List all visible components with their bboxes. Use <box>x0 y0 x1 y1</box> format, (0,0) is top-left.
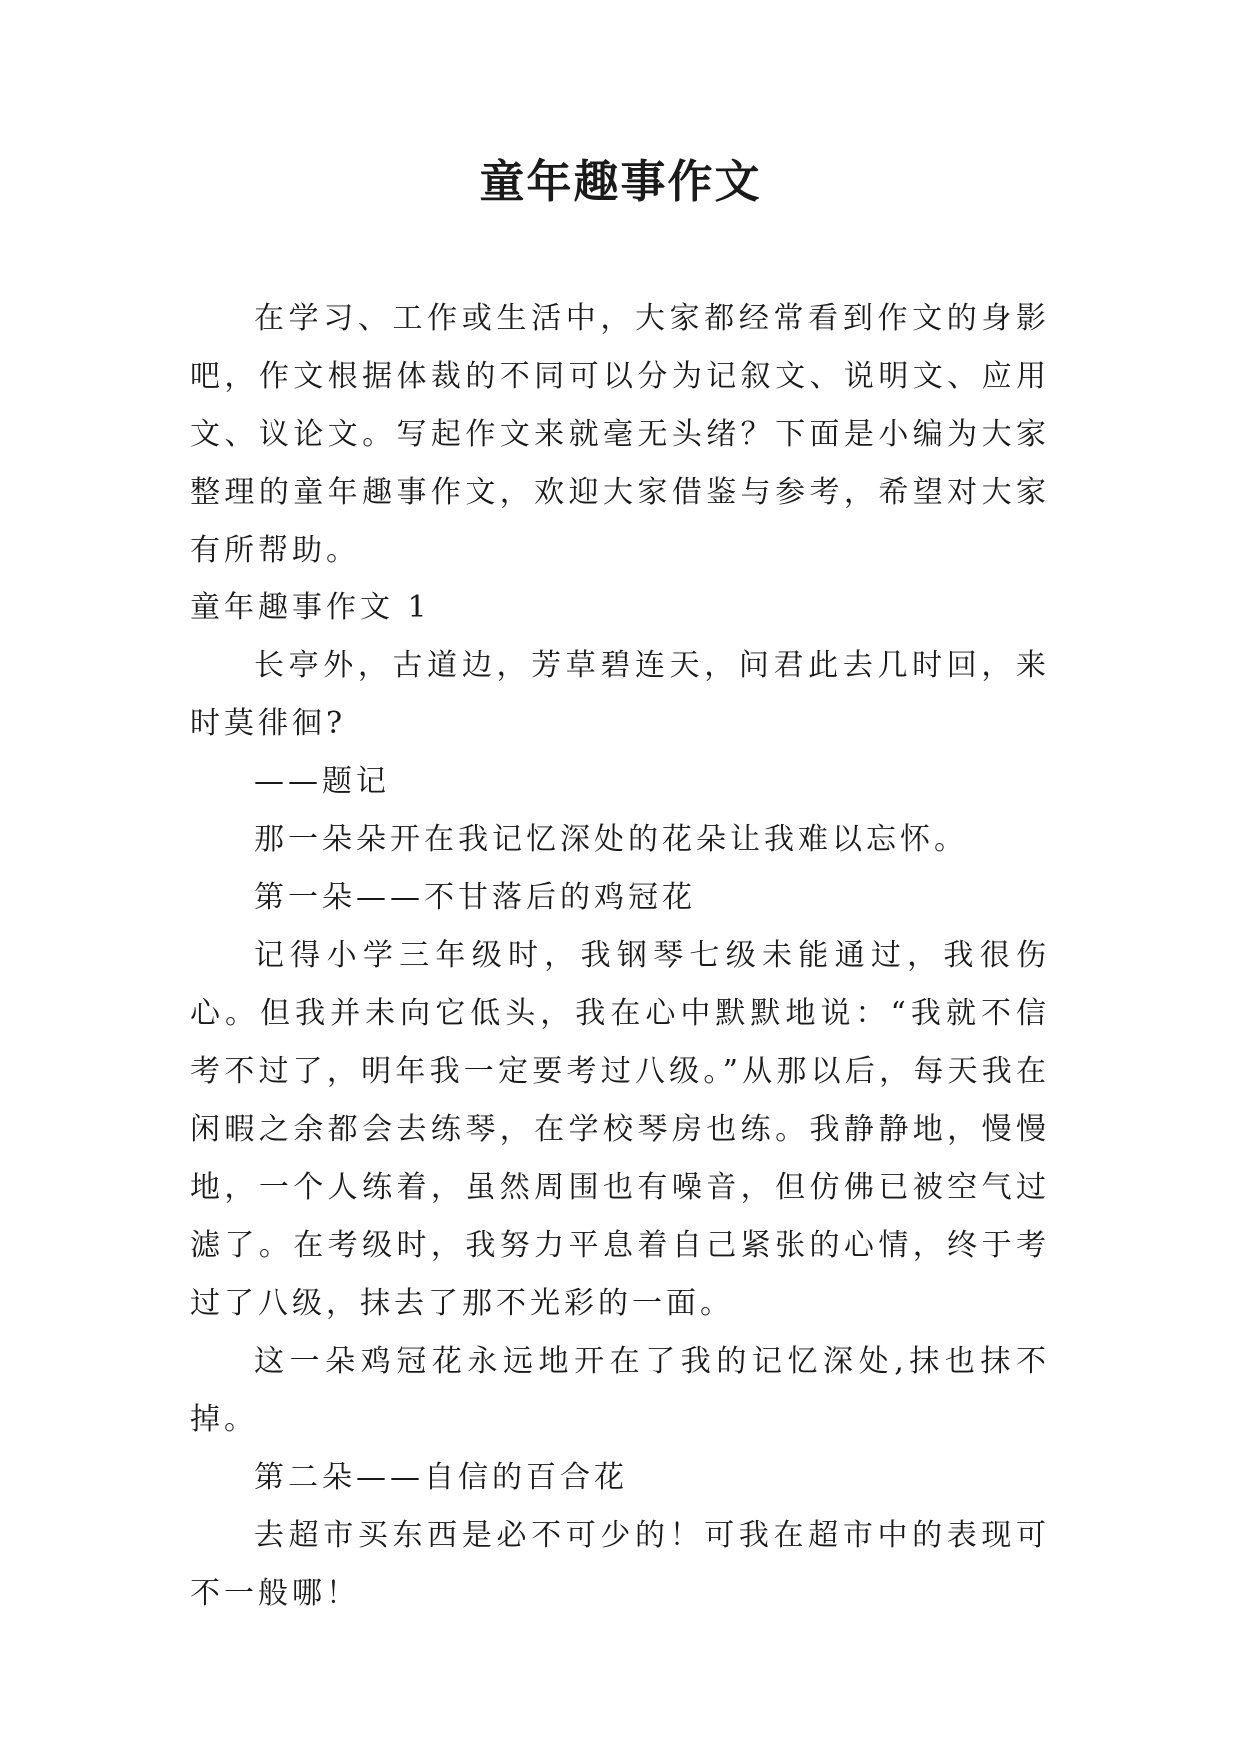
essay-paragraph: 这一朵鸡冠花永远地开在了我的记忆深处,抹也抹不掉。 <box>190 1344 1050 1437</box>
essay-paragraph: 记得小学三年级时，我钢琴七级未能通过，我很伤心。但我并未向它低头，我在心中默默地说：“我就不信考不过了，明年我一定要考过八级。”从那以后，每天我在闲暇之余都会去练琴，在学校琴房也练。我静静地，慢慢地，一个人练着，虽然周围也有噪音，但仿佛已被空气过滤了。在考级时，我努力平息着自己紧张的心情，终于考过了八级，抹去了那不光彩的一面。 <box>190 938 1050 1321</box>
essay-heading: 童年趣事作文 1 <box>190 590 431 625</box>
intro-section <box>190 290 1050 580</box>
essay-paragraph: 那一朵朵开在我记忆深处的花朵让我难以忘怀。 <box>254 822 968 857</box>
essay-paragraph: ——题记 <box>254 764 390 799</box>
essay-section <box>190 579 1050 1623</box>
intro-paragraph: 在学习、工作或生活中，大家都经常看到作文的身影吧，作文根据体裁的不同可以分为记叙文、说明文、应用文、议论文。写起作文来就毫无头绪？下面是小编为大家整理的童年趣事作文，欢迎大家借鉴与参考，希望对大家有所帮助。 <box>190 301 1050 568</box>
essay-paragraph: 第二朵——自信的百合花 <box>254 1460 628 1495</box>
document-title: 童年趣事作文 <box>479 155 762 208</box>
essay-paragraph: 去超市买东西是必不可少的！可我在超市中的表现可不一般哪！ <box>190 1518 1050 1611</box>
essay-paragraph: 长亭外，古道边，芳草碧连天，问君此去几时回，来时莫徘徊? <box>190 648 1050 741</box>
essay-paragraph: 第一朵——不甘落后的鸡冠花 <box>254 880 696 915</box>
